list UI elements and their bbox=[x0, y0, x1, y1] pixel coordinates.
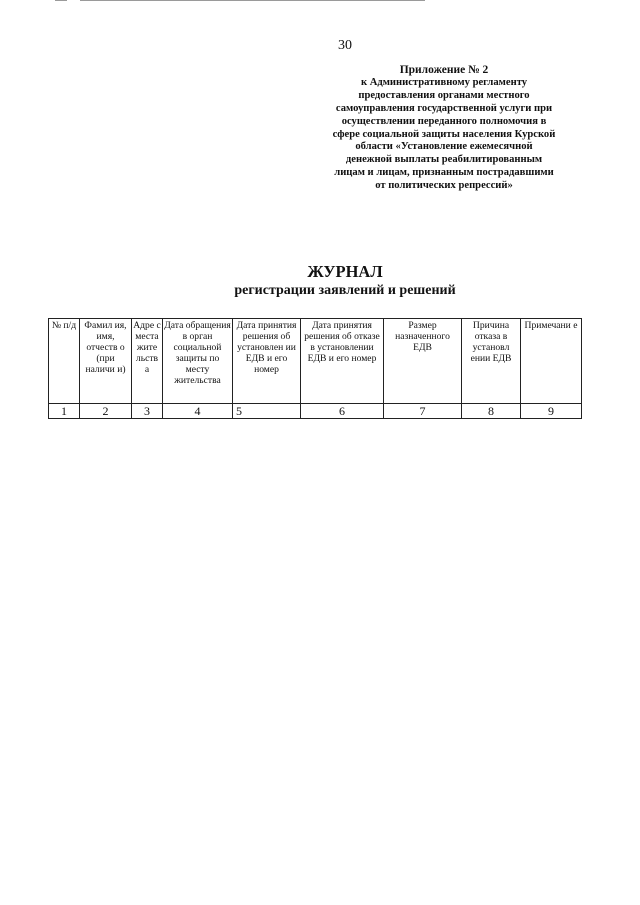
appendix-line: области «Установление ежемесячной bbox=[355, 141, 533, 153]
header-cell-notes: Примечани е bbox=[521, 319, 582, 404]
header-cell-approval-decision: Дата принятия решения об установлен ии ЕДВ и его номер bbox=[233, 319, 301, 404]
appendix-line: самоуправления государственной услуги при bbox=[335, 102, 553, 114]
appendix-line: к Административному регламенту bbox=[360, 76, 528, 88]
column-number-cell: 5 bbox=[233, 404, 301, 419]
header-cell-edv-amount: Размер назначенного ЕДВ bbox=[384, 319, 462, 404]
registration-table bbox=[48, 318, 582, 419]
column-number-cell: 7 bbox=[384, 404, 462, 419]
appendix-line: предоставления органами местного bbox=[358, 89, 530, 101]
journal-title: ЖУРНАЛ bbox=[307, 262, 383, 281]
column-number-cell: 8 bbox=[462, 404, 521, 419]
appendix-block bbox=[318, 64, 570, 193]
appendix-line: денежной выплаты реабилитированным bbox=[345, 154, 543, 166]
column-number-cell: 2 bbox=[80, 404, 132, 419]
page-number: 30 bbox=[338, 38, 352, 53]
header-cell-refusal-decision: Дата принятия решения об отказе в установлении ЕДВ и его номер bbox=[301, 319, 384, 404]
header-cell-full-name: Фамил ия, имя, отчеств о (при наличи и) bbox=[80, 319, 132, 404]
appendix-line: осуществлении переданного полномочия в bbox=[341, 115, 547, 127]
header-cell-refusal-reason: Причина отказа в установл ении ЕДВ bbox=[462, 319, 521, 404]
scan-artifact-line-left bbox=[55, 0, 67, 1]
header-cell-number: № п/д bbox=[49, 319, 80, 404]
journal-subtitle: регистрации заявлений и решений bbox=[234, 283, 456, 298]
column-number-cell: 9 bbox=[521, 404, 582, 419]
table-number-row bbox=[49, 404, 582, 419]
column-number-cell: 3 bbox=[132, 404, 163, 419]
column-number-cell: 1 bbox=[49, 404, 80, 419]
appendix-title: Приложение № 2 bbox=[399, 64, 489, 76]
header-cell-address: Адре с места жите льств а bbox=[132, 319, 163, 404]
column-number-cell: 6 bbox=[301, 404, 384, 419]
table-header-row bbox=[49, 319, 582, 404]
appendix-line: сфере социальной защиты населения Курской bbox=[332, 128, 556, 140]
appendix-line: лицам и лицам, признанным пострадавшими bbox=[334, 167, 554, 179]
appendix-line: от политических репрессий» bbox=[375, 180, 513, 192]
column-number-cell: 4 bbox=[163, 404, 233, 419]
header-cell-application-date: Дата обращения в орган социальной защиты по месту жительства bbox=[163, 319, 233, 404]
scan-artifact-line bbox=[80, 0, 425, 1]
